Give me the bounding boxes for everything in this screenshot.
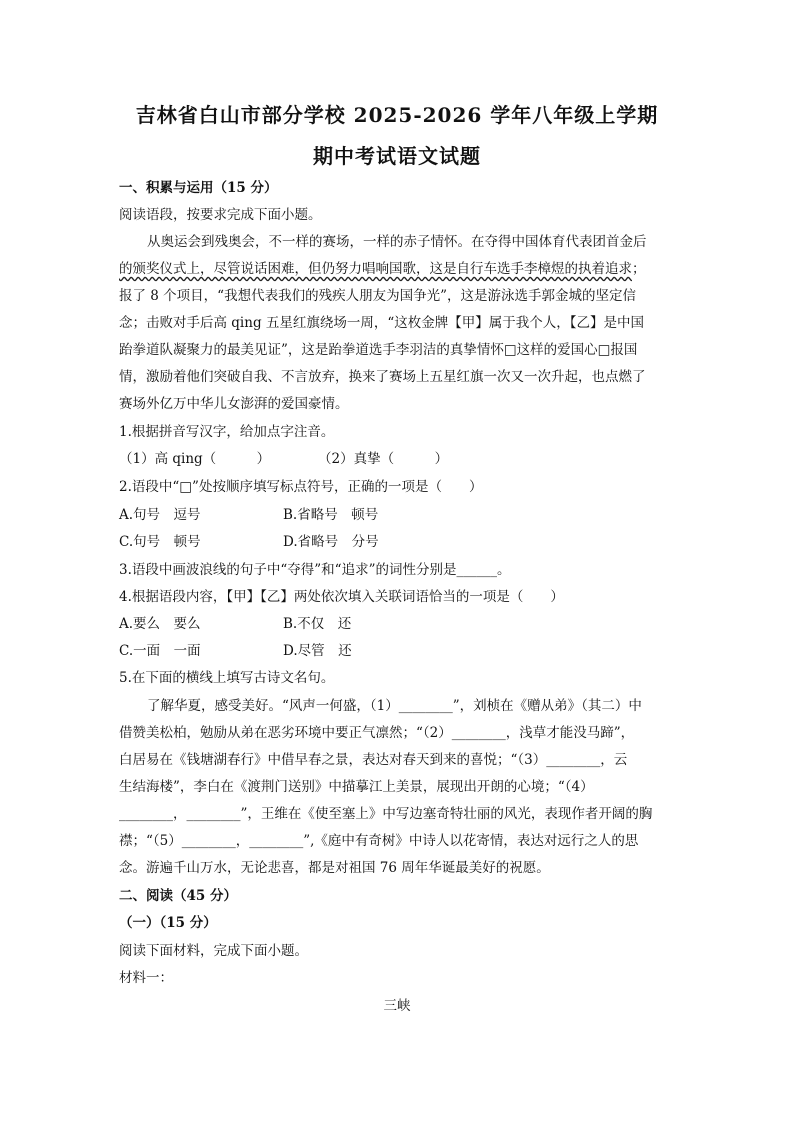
poem-passage-line: 借赞美松柏，勉励从弟在恶劣环境中要正气凛然；“（2）________，浅草才能没马蹄”， — [119, 725, 635, 741]
exam-title-line2: 期中考试语文试题 — [313, 144, 481, 168]
passage-line: 跆拳道队凝聚力的最美见证”，这是跆拳道选手李羽洁的真挚情怀□这样的爱国心□报国 — [119, 342, 638, 358]
passage-line: 情，激励着他们突破自我、不言放弃，换来了赛场上五星红旗一次又一次升起，也点燃了 — [119, 369, 646, 385]
option-c: C.句号 顿号 — [119, 534, 201, 550]
option-a: A.句号 逗号 — [119, 507, 201, 523]
passage-line: 报了 8 个项目，“我想代表我们的残疾人朋友为国争光”，这是游泳选手郭金城的坚定信 — [119, 288, 636, 304]
passage-line: 赛场外亿万中华儿女澎湃的爱国豪情。 — [119, 396, 349, 412]
passage-line: 从奥运会到残奥会，不一样的赛场，一样的赤子情怀。在夺得中国体育代表团首金后 — [147, 234, 647, 250]
option-d: D.省略号 分号 — [283, 534, 379, 550]
question-3: 3.语段中画波浪线的句子中“夺得”和“追求”的词性分别是______。 — [119, 562, 511, 578]
poem-passage-line: 生结海楼”，李白在《渡荆门送别》中描摹江上美景，展现出开朗的心境；“（4） — [119, 779, 594, 795]
option-a: A.要么 要么 — [119, 616, 201, 632]
section-heading-1: 一、积累与运用（15 分） — [119, 180, 278, 196]
exam-title-line1: 吉林省白山市部分学校 2025-2026 学年八年级上学期 — [135, 103, 659, 127]
option-d: D.尽管 还 — [283, 643, 352, 659]
question-5: 5.在下面的横线上填写古诗文名句。 — [119, 670, 335, 686]
option-b: B.不仅 还 — [283, 616, 352, 632]
option-c: C.一面 一面 — [119, 643, 201, 659]
passage-punct: ； — [632, 261, 646, 277]
instruction-text: 阅读下面材料，完成下面小题。 — [119, 943, 308, 959]
question-1: 1.根据拼音写汉字，给加点字注音。 — [119, 424, 335, 440]
question-1-part1: （1）高 qing（ ） — [119, 451, 271, 467]
subsection-heading: （一）（15 分） — [119, 915, 217, 931]
material-label: 材料一： — [119, 970, 173, 986]
question-1-part2: （2）真挚（ ） — [318, 451, 449, 467]
question-2: 2.语段中“□”处按顺序填写标点符号，正确的一项是（ ） — [119, 479, 483, 495]
poem-passage-line: 了解华夏，感受美好。“风声一何盛，（1）________”，刘桢在《赠从弟》（其二）中 — [147, 698, 642, 714]
instruction-text: 阅读语段，按要求完成下面小题。 — [119, 207, 322, 223]
poem-passage-line: 念。游遍千山万水，无论悲喜，都是对祖国 76 周年华诞最美好的祝愿。 — [119, 860, 550, 876]
poem-passage-line: ________，________”，王维在《使至塞上》中写边塞奇特壮丽的风光，表现作者开阔的胸 — [119, 806, 653, 822]
wavy-underlined-sentence: 的颁奖仪式上，尽管说话困难，但仍努力唱响国歌，这是自行车选手李樟煜的执着追求 — [119, 261, 632, 277]
passage-line — [119, 260, 679, 278]
material-title: 三峡 — [383, 998, 411, 1014]
section-heading-2: 二、阅读（45 分） — [119, 888, 237, 904]
passage-line: 念；击败对手后高 qing 五星红旗绕场一周，“这枚金牌【甲】属于我个人，【乙】是中国 — [119, 315, 645, 331]
poem-passage-line: 白居易在《钱塘湖春行》中借早春之景，表达对春天到来的喜悦；“（3）________，云 — [119, 752, 628, 768]
option-b: B.省略号 顿号 — [283, 507, 379, 523]
poem-passage-line: 襟；“（5）________，________”,《庭中有奇树》中诗人以花寄情，表达对远行之人的思 — [119, 833, 639, 849]
question-4: 4.根据语段内容，【甲】【乙】两处依次填入关联词语恰当的一项是（ ） — [119, 589, 564, 605]
